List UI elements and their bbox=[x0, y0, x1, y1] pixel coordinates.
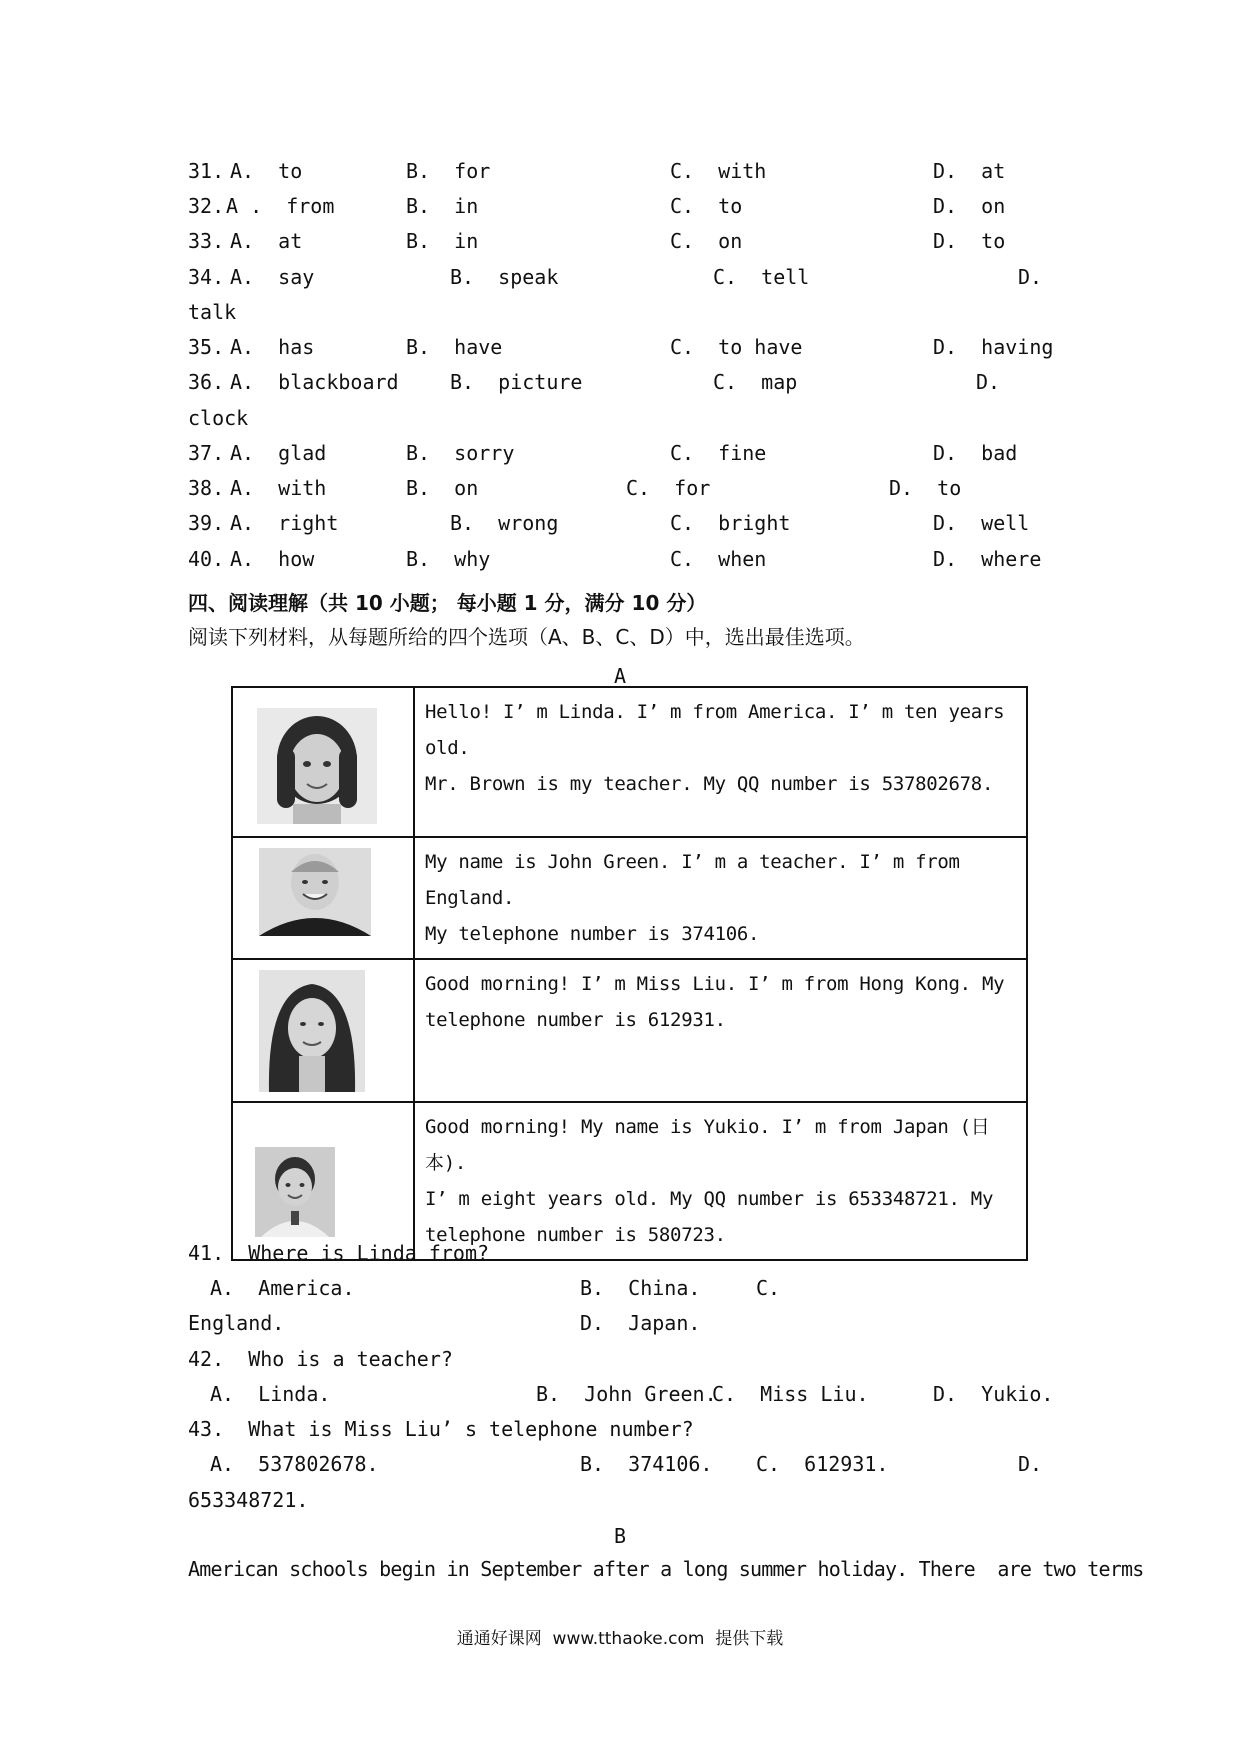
option-row-40: 40. A. how B. why C. when D. where bbox=[188, 547, 1042, 571]
question-41-options-wrap: England. D. Japan. bbox=[188, 1311, 701, 1335]
man-photo bbox=[259, 848, 371, 936]
photo-cell bbox=[232, 1102, 414, 1260]
option-row-39: 39. A. right B. wrong C. bright D. well bbox=[188, 511, 1030, 535]
option-row-32: 32. A . from B. in C. to D. on bbox=[188, 194, 1006, 218]
option-row-34: 34. A. say B. speak C. tell D. bbox=[188, 265, 1043, 289]
table-row bbox=[232, 687, 1027, 837]
girl-photo bbox=[257, 708, 377, 824]
question-42-stem: 42. Who is a teacher? bbox=[188, 1347, 453, 1371]
passage-b-label: B bbox=[613, 1524, 627, 1548]
option-row-35: 35. A. has B. have C. to have D. having bbox=[188, 335, 1054, 359]
photo-cell bbox=[232, 687, 414, 837]
photo-cell bbox=[232, 837, 414, 959]
question-43-stem: 43. What is Miss Liu’ s telephone number? bbox=[188, 1417, 694, 1441]
boy-photo bbox=[255, 1147, 335, 1237]
photo-cell bbox=[232, 959, 414, 1102]
option-row-36-wrap: clock bbox=[188, 406, 249, 430]
profile-text-linda: Hello! I’ m Linda. I’ m from America. I’ m ten years old. Mr. Brown is my teacher. My QQ number is 537802678. bbox=[414, 687, 1027, 837]
option-row-38: 38. A. with B. on C. for D. to bbox=[188, 476, 962, 500]
option-row-31: 31. A. to B. for C. with D. at bbox=[188, 159, 1006, 183]
question-41-stem: 41. Where is Linda from? bbox=[188, 1241, 490, 1265]
passage-b-text: American schools begin in September after a long summer holiday. There are two terms bbox=[188, 1557, 1144, 1581]
table-row bbox=[232, 837, 1027, 959]
profile-text-yukio: Good morning! My name is Yukio. I’ m from Japan (日本). I’ m eight years old. My QQ number is 653348721. My telephone number is 580723. bbox=[414, 1102, 1027, 1260]
profile-text-miss-liu: Good morning! I’ m Miss Liu. I’ m from Hong Kong. My telephone number is 612931. bbox=[414, 959, 1027, 1102]
option-row-34-wrap: talk bbox=[188, 300, 237, 324]
question-41-options: A. America. B. China. C. bbox=[210, 1276, 781, 1300]
option-row-37: 37. A. glad B. sorry C. fine D. bad bbox=[188, 441, 1018, 465]
table-row bbox=[232, 1102, 1027, 1260]
question-43-options-wrap: 653348721. bbox=[188, 1488, 309, 1512]
question-42-options: A. Linda. B. John Green. C. Miss Liu. D. Yukio. bbox=[210, 1382, 1054, 1406]
question-43-options: A. 537802678. B. 374106. C. 612931. D. bbox=[210, 1452, 1043, 1476]
table-row bbox=[232, 959, 1027, 1102]
woman-photo bbox=[259, 970, 365, 1092]
profiles-table bbox=[231, 686, 1028, 1261]
profile-text-john-green: My name is John Green. I’ m a teacher. I’ m from England. My telephone number is 374106. bbox=[414, 837, 1027, 959]
section-instruction: 阅读下列材料，从每题所给的四个选项（A、B、C、D）中，选出最佳选项。 bbox=[188, 625, 865, 649]
page-footer: 通通好课网 www.tthaoke.com 提供下载 bbox=[456, 1629, 784, 1649]
passage-a-label: A bbox=[613, 664, 627, 688]
section-heading: 四、阅读理解（共 10 小题； 每小题 1 分，满分 10 分） bbox=[188, 591, 707, 615]
option-row-36: 36. A. blackboard B. picture C. map D. bbox=[188, 370, 1001, 394]
option-row-33: 33. A. at B. in C. on D. to bbox=[188, 229, 1006, 253]
